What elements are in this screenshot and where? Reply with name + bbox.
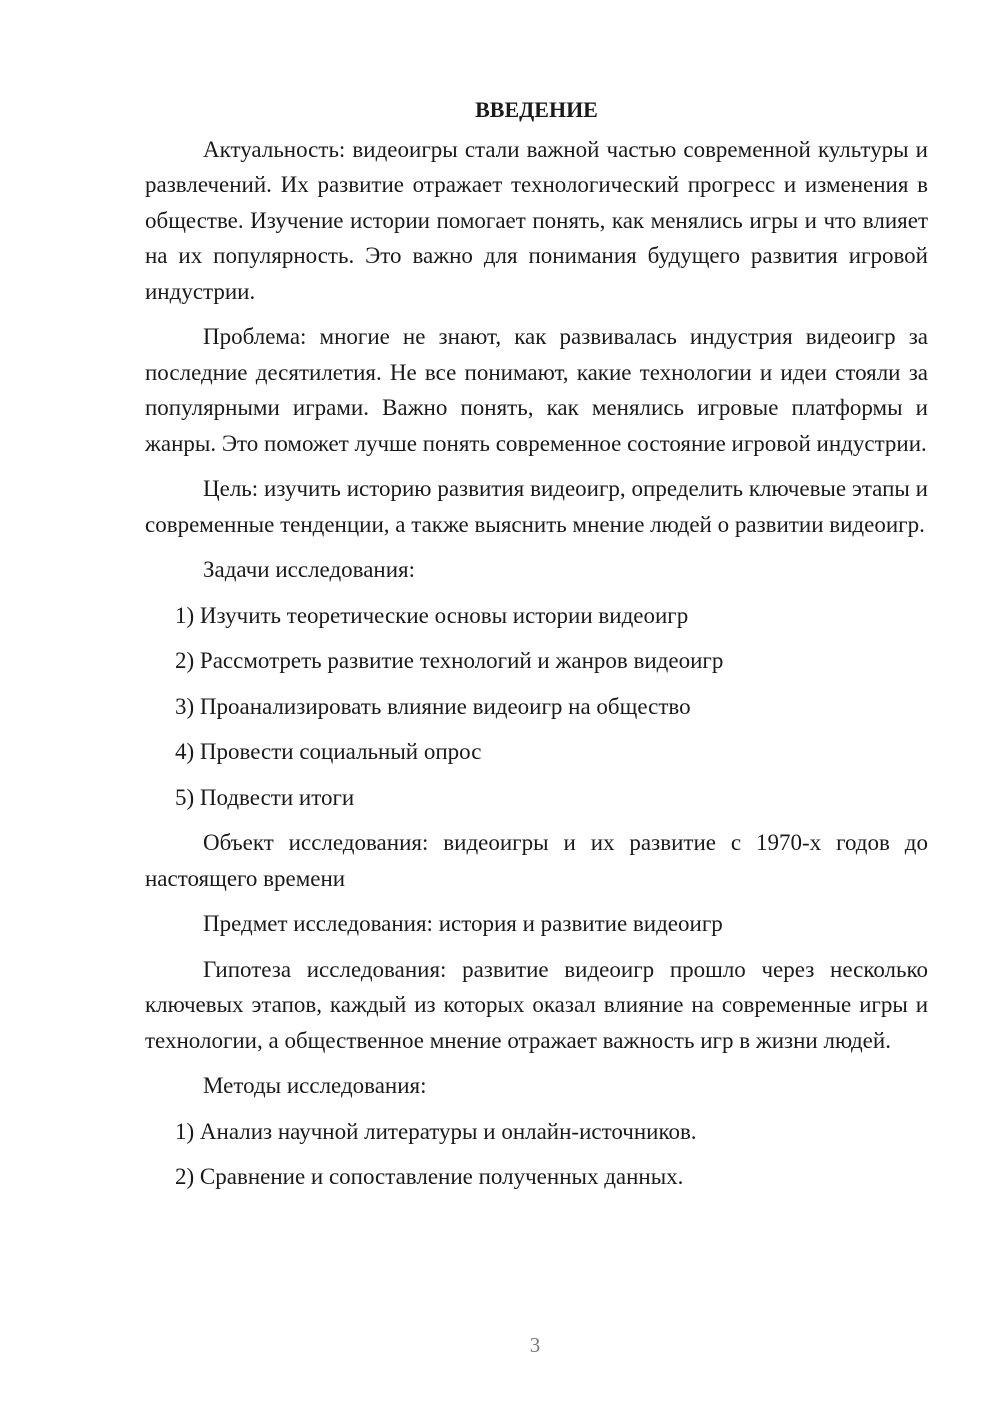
method-item: 1) Анализ научной литературы и онлайн-источников. [175, 1118, 697, 1144]
goal-paragraph: Цель: изучить историю развития видеоигр, определить ключевые этапы и современные тенденции, а также выяснить мнение людей о развитии видеоигр. [145, 476, 928, 537]
object-paragraph: Объект исследования: видеоигры и их развитие с 1970-х годов до настоящего времени [145, 830, 928, 891]
task-item: 5) Подвести итоги [175, 784, 355, 810]
page-number: 3 [529, 1333, 541, 1357]
method-item: 2) Сравнение и сопоставление полученных данных. [175, 1164, 684, 1189]
document-page [145, 92, 928, 1205]
section-title: ВВЕДЕНИЕ [475, 97, 598, 122]
task-item: 1) Изучить теоретические основы истории видеоигр [175, 602, 689, 628]
methods-heading: Методы исследования: [203, 1073, 427, 1098]
relevance-paragraph: Актуальность: видеоигры стали важной частью современной культуры и развлечений. Их развитие отражает технологический прогресс и изменения в обществе. Изучение истории помогает понять, как менялись игры и что влияет на их популярность. Это важно для понимания будущего развития игровой индустрии. [145, 136, 928, 304]
task-item: 4) Провести социальный опрос [175, 739, 482, 764]
hypothesis-paragraph: Гипотеза исследования: развитие видеоигр прошло через несколько ключевых этапов, каждый из которых оказал влияние на современные игры и технологии, а общественное мнение отражает важность игр в жизни людей. [145, 956, 928, 1053]
task-item: 3) Проанализировать влияние видеоигр на общество [175, 693, 691, 719]
task-item: 2) Рассмотреть развитие технологий и жанров видеоигр [175, 648, 724, 673]
problem-paragraph: Проблема: многие не знают, как развивалась индустрия видеоигр за последние десятилетия. Не все понимают, какие технологии и идеи стояли за популярными играми. Важно понять, как менялись игровые платформы и жанры. Это поможет лучше понять современное состояние игровой индустрии. [145, 324, 928, 456]
tasks-heading: Задачи исследования: [203, 557, 416, 582]
subject-paragraph: Предмет исследования: история и развитие видеоигр [203, 911, 723, 936]
